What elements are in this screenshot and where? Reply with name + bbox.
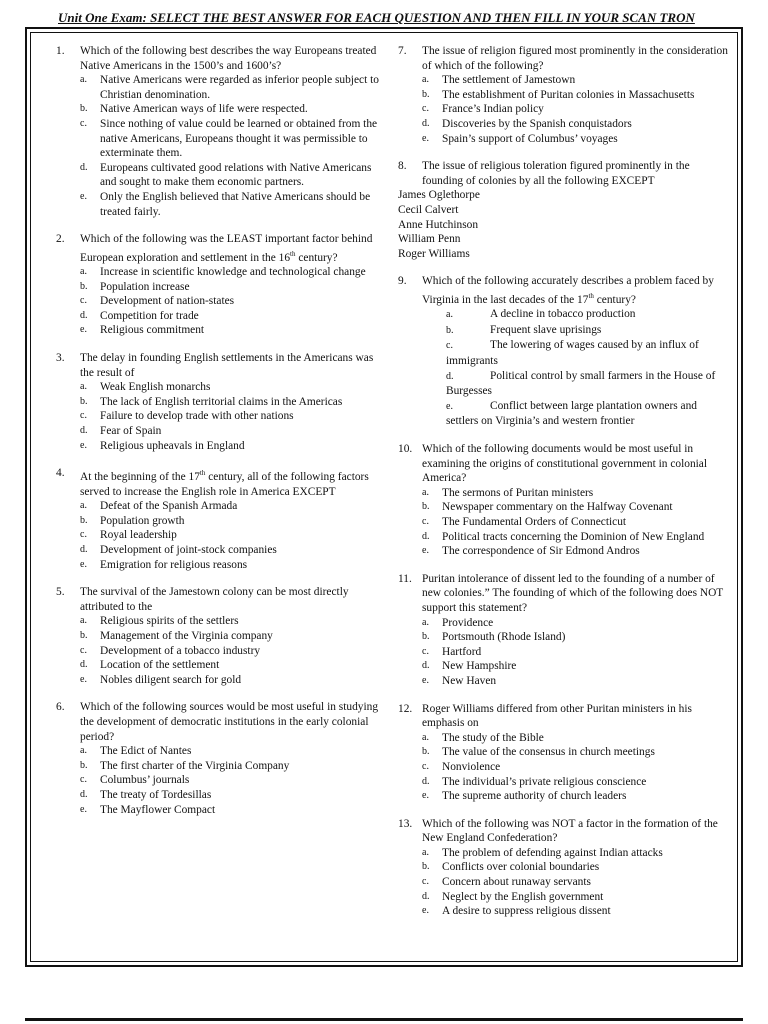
answer-option — [80, 294, 386, 309]
answer-option — [422, 132, 728, 147]
answer-option — [422, 731, 728, 746]
option-text: Management of the Virginia company — [100, 629, 273, 642]
option-letter: d. — [446, 370, 454, 382]
option-letter: c. — [422, 645, 429, 657]
option-letter: b. — [80, 629, 88, 641]
question-number: 4. — [56, 467, 65, 480]
answer-option — [80, 514, 386, 529]
option-letter: b. — [422, 746, 430, 758]
option-text: Weak English monarchs — [100, 381, 211, 394]
option-letter: d. — [422, 660, 430, 672]
answer-option — [80, 629, 386, 644]
option-text: Anne Hutchinson — [398, 218, 479, 231]
option-letter: a. — [80, 381, 87, 393]
option-text: The treaty of Tordesillas — [100, 788, 212, 801]
option-text: Royal leadership — [100, 529, 177, 542]
question-text-part: Which of the following accurately describes a problem faced by Virginia in the last decades of the 17 — [422, 275, 714, 306]
option-letter: c. — [422, 103, 429, 115]
option-letter: e. — [80, 324, 87, 336]
option-text: The value of the consensus in church meetings — [442, 746, 655, 759]
option-text: Political tracts concerning the Dominion of New England — [442, 530, 705, 543]
answer-option — [80, 558, 386, 573]
answer-option — [80, 280, 386, 295]
question-number: 2. — [56, 233, 65, 246]
question-number: 5. — [56, 586, 65, 599]
question-number: 6. — [56, 701, 65, 714]
option-letter: b. — [80, 395, 88, 407]
option-letter: a. — [422, 846, 429, 858]
answer-option — [422, 674, 728, 689]
option-letter: d. — [422, 117, 430, 129]
option-text: The study of the Bible — [442, 731, 544, 744]
question-text: Which of the following was NOT a factor in the formation of the New England Confederation? — [422, 817, 718, 845]
answer-option — [422, 846, 728, 861]
option-letter: e. — [80, 190, 87, 202]
question-text: Which of the following documents would be most useful in examining the origins of constitutional government in colonial America? — [422, 443, 708, 485]
option-letter: a. — [80, 745, 87, 757]
answer-option — [422, 73, 728, 88]
option-text: Europeans cultivated good relations with Native Americans and sought to make them economic partners. — [100, 161, 372, 189]
option-letter: b. — [80, 514, 88, 526]
answer-option — [398, 203, 728, 218]
question-2 — [56, 232, 386, 338]
question-number: 3. — [56, 352, 65, 365]
question-13 — [398, 817, 728, 919]
answer-option — [80, 803, 386, 818]
option-text: Failure to develop trade with other nations — [100, 410, 294, 423]
answer-option — [80, 439, 386, 454]
answer-option — [422, 659, 728, 674]
question-text: The delay in founding English settlements in the Americans was the result of — [80, 352, 374, 379]
option-text: Newspaper commentary on the Halfway Covenant — [442, 501, 673, 514]
option-text: The correspondence of Sir Edmond Andros — [442, 545, 640, 558]
option-letter: e. — [80, 439, 87, 451]
option-letter: d. — [422, 890, 430, 902]
option-text: Only the English believed that Native Americans should be treated fairly. — [100, 190, 371, 218]
answer-option — [422, 630, 728, 645]
question-8 — [398, 159, 728, 261]
answer-option — [80, 102, 386, 117]
exam-title: Unit One Exam: SELECT THE BEST ANSWER FOR EACH QUESTION AND THEN FILL IN YOUR SCAN TRON — [58, 10, 695, 25]
option-text: The problem of defending against Indian attacks — [442, 846, 663, 859]
option-text: Development of a tobacco industry — [100, 644, 261, 657]
option-text: Population increase — [100, 280, 190, 293]
option-text: Population growth — [100, 514, 185, 527]
option-text: James Oglethorpe — [398, 189, 480, 202]
option-letter: d. — [80, 161, 88, 173]
option-letter: a. — [80, 500, 87, 512]
option-text: The lack of English territorial claims in the Americas — [100, 395, 343, 408]
option-text: Location of the settlement — [100, 659, 220, 672]
option-text: The lowering of wages caused by an influx of immigrants — [446, 339, 699, 368]
answer-option — [80, 117, 386, 161]
answer-option — [422, 117, 728, 132]
option-text: Conflict between large plantation owners and settlers on Virginia’s and western frontier — [446, 399, 697, 428]
answer-option — [80, 644, 386, 659]
question-5 — [56, 585, 386, 687]
option-letter: d. — [80, 788, 88, 800]
option-text: The establishment of Puritan colonies in Massachusetts — [442, 88, 695, 101]
option-text: France’s Indian policy — [442, 103, 544, 116]
option-text: Roger Williams — [398, 247, 470, 260]
answer-option — [398, 247, 728, 262]
answer-option — [398, 307, 728, 323]
answer-option — [80, 380, 386, 395]
question-text: Which of the following best describes the way Europeans treated Native Americans in the 1500’s and 1600’s? — [80, 45, 377, 72]
option-letter: e. — [80, 558, 87, 570]
option-letter: d. — [422, 775, 430, 787]
option-letter: e. — [80, 803, 87, 815]
answer-option — [398, 232, 728, 247]
answer-option — [80, 658, 386, 673]
question-11 — [398, 572, 728, 689]
bottom-rule — [25, 1018, 743, 1021]
option-text: The settlement of Jamestown — [442, 74, 576, 87]
option-letter: a. — [422, 486, 429, 498]
option-text: Spain’s support of Columbus’ voyages — [442, 132, 618, 145]
option-text: Emigration for religious reasons — [100, 558, 248, 571]
question-9 — [398, 274, 728, 429]
option-letter: d. — [80, 309, 88, 321]
answer-option — [80, 528, 386, 543]
option-letter: c. — [422, 760, 429, 772]
question-number: 7. — [398, 45, 407, 57]
answer-option — [80, 673, 386, 688]
answer-option — [398, 323, 728, 339]
option-text: Competition for trade — [100, 309, 199, 322]
option-text: Political control by small farmers in the House of Burgesses — [446, 369, 716, 398]
question-4 — [56, 466, 386, 572]
answer-option — [80, 773, 386, 788]
answer-option — [422, 904, 728, 919]
question-number: 13. — [398, 817, 413, 830]
option-letter: c. — [80, 410, 87, 422]
question-number: 9. — [398, 275, 407, 288]
option-text: William Penn — [398, 233, 461, 246]
answer-option — [422, 616, 728, 631]
answer-option — [422, 530, 728, 545]
question-text-part: At the beginning of the 17 — [80, 471, 200, 484]
answer-option — [80, 424, 386, 439]
option-letter: c. — [446, 340, 453, 352]
option-text: Religious commitment — [100, 324, 205, 337]
answer-option — [422, 789, 728, 804]
option-text: Cecil Calvert — [398, 203, 459, 216]
answer-option — [422, 544, 728, 559]
option-letter: c. — [422, 516, 429, 528]
answer-option — [422, 102, 728, 117]
option-text: Providence — [442, 616, 494, 629]
answer-option — [422, 890, 728, 905]
option-letter: b. — [422, 861, 430, 873]
option-letter: e. — [422, 132, 429, 144]
answer-option — [398, 399, 728, 429]
answer-option — [80, 395, 386, 410]
option-letter: e. — [422, 674, 429, 686]
question-text-part: century? — [593, 293, 636, 306]
question-text — [80, 466, 386, 499]
question-7 — [398, 44, 728, 146]
option-letter: b. — [80, 759, 88, 771]
option-letter: b. — [80, 103, 88, 115]
option-text: Conflicts over colonial boundaries — [442, 861, 600, 874]
option-text: Development of joint-stock companies — [100, 544, 277, 556]
option-text: New Haven — [442, 674, 497, 687]
answer-option — [422, 875, 728, 890]
option-text: Since nothing of value could be learned or obtained from the native Americans, Europeans thought it was permissible to exterminate them. — [100, 117, 378, 160]
option-letter: d. — [80, 544, 88, 555]
option-letter: d. — [80, 425, 88, 437]
option-text: Religious spirits of the settlers — [100, 615, 239, 628]
option-letter: b. — [422, 631, 430, 643]
option-letter: e. — [80, 673, 87, 685]
question-text: The issue of religious toleration figured prominently in the founding of colonies by all the following EXCEPT — [422, 160, 690, 187]
answer-option — [422, 500, 728, 515]
option-text: The supreme authority of church leaders — [442, 790, 627, 803]
question-10 — [398, 442, 728, 559]
question-text — [422, 274, 728, 307]
option-letter: a. — [80, 615, 87, 627]
option-text: Development of nation-states — [100, 295, 235, 308]
option-text: The Fundamental Orders of Connecticut — [442, 516, 627, 529]
option-letter: b. — [422, 501, 430, 513]
option-letter: c. — [80, 774, 87, 786]
option-text: The Mayflower Compact — [100, 803, 216, 816]
option-letter: a. — [446, 309, 453, 321]
answer-option — [80, 744, 386, 759]
answer-option — [398, 188, 728, 203]
option-text: Hartford — [442, 645, 482, 658]
answer-option — [398, 218, 728, 233]
answer-option — [80, 190, 386, 219]
option-letter: a. — [80, 74, 87, 86]
option-letter: c. — [80, 529, 87, 541]
option-text: The first charter of the Virginia Company — [100, 759, 290, 772]
question-text: The issue of religion figured most prominently in the consideration of which of the following? — [422, 45, 728, 72]
option-letter: a. — [80, 266, 87, 278]
option-text: The individual’s private religious conscience — [442, 775, 647, 788]
question-12 — [398, 702, 728, 804]
question-text — [80, 232, 386, 265]
option-text: A desire to suppress religious dissent — [442, 905, 611, 918]
answer-option — [80, 73, 386, 102]
answer-option — [398, 369, 728, 399]
question-text-part: Which of the following was the LEAST important factor behind European exploration and settlement in the 16 — [80, 233, 373, 264]
answer-option — [422, 645, 728, 660]
answer-option — [422, 760, 728, 775]
option-letter: e. — [422, 790, 429, 802]
question-number: 11. — [398, 572, 412, 585]
option-text: Increase in scientific knowledge and technological change — [100, 266, 366, 279]
answer-option — [80, 161, 386, 190]
option-text: Concern about runaway servants — [442, 876, 591, 889]
option-text: New Hampshire — [442, 660, 517, 673]
answer-option — [422, 515, 728, 530]
option-letter: a. — [422, 616, 429, 628]
question-text-part: century, all of the following factors served to increase the English role in America EXCEPT — [80, 471, 369, 498]
question-3 — [56, 351, 386, 453]
answer-option — [80, 309, 386, 324]
left-column — [56, 44, 386, 817]
answer-option — [80, 543, 386, 558]
answer-option — [80, 323, 386, 338]
question-number: 10. — [398, 443, 413, 456]
answer-option — [422, 860, 728, 875]
option-text: Discoveries by the Spanish conquistadors — [442, 117, 632, 130]
question-text-part: century? — [295, 251, 338, 264]
option-text: A decline in tobacco production — [490, 308, 636, 321]
answer-option — [422, 745, 728, 760]
option-letter: a. — [422, 731, 429, 743]
option-text: Frequent slave uprisings — [490, 323, 602, 336]
option-letter: d. — [422, 530, 430, 542]
option-text: Fear of Spain — [100, 425, 162, 438]
answer-option — [422, 486, 728, 501]
ordinal-suffix: th — [290, 249, 296, 258]
answer-option — [398, 338, 728, 368]
option-text: Portsmouth (Rhode Island) — [442, 631, 566, 644]
question-text: Which of the following sources would be most useful in studying the development of democratic institutions in the early colonial period? — [80, 701, 379, 743]
answer-option — [80, 759, 386, 774]
answer-option — [80, 499, 386, 514]
question-text: Roger Williams differed from other Puritan ministers in his emphasis on — [422, 702, 692, 730]
option-letter: c. — [422, 876, 429, 888]
question-1 — [56, 44, 386, 219]
option-text: Columbus’ journals — [100, 774, 190, 787]
question-6 — [56, 700, 386, 817]
question-number: 1. — [56, 45, 65, 57]
question-number: 12. — [398, 702, 413, 715]
option-text: Defeat of the Spanish Armada — [100, 500, 238, 513]
ordinal-suffix: th — [199, 469, 206, 478]
option-text: The Edict of Nantes — [100, 745, 192, 758]
option-text: Nobles diligent search for gold — [100, 673, 242, 686]
question-text: The survival of the Jamestown colony can be most directly attributed to the — [80, 586, 349, 613]
option-text: Native American ways of life were respected. — [100, 103, 308, 116]
option-letter: c. — [80, 117, 87, 129]
option-letter: e. — [422, 545, 429, 557]
option-letter: c. — [80, 644, 87, 656]
option-text: Neglect by the English government — [442, 890, 604, 903]
answer-option — [80, 265, 386, 280]
answer-option — [422, 775, 728, 790]
option-letter: a. — [422, 74, 429, 86]
question-number: 8. — [398, 160, 407, 173]
option-text: Native Americans were regarded as inferior people subject to Christian denomination. — [100, 74, 379, 101]
option-text: Religious upheavals in England — [100, 439, 245, 452]
option-letter: e. — [446, 400, 453, 412]
answer-option — [422, 88, 728, 103]
question-text: Puritan intolerance of dissent led to the founding of a number of new colonies.” The founding of which of the following does NOT support this statement? — [422, 572, 724, 614]
answer-option — [80, 614, 386, 629]
option-letter: b. — [446, 324, 454, 336]
option-letter: b. — [80, 280, 88, 292]
ordinal-suffix: th — [588, 291, 594, 300]
option-text: Nonviolence — [442, 760, 501, 773]
answer-option — [80, 409, 386, 424]
option-letter: d. — [80, 659, 88, 671]
option-text: The sermons of Puritan ministers — [442, 486, 594, 499]
answer-option — [80, 788, 386, 803]
option-letter: b. — [422, 88, 430, 100]
option-letter: e. — [422, 905, 429, 917]
option-letter: c. — [80, 295, 87, 307]
right-column — [398, 44, 728, 919]
